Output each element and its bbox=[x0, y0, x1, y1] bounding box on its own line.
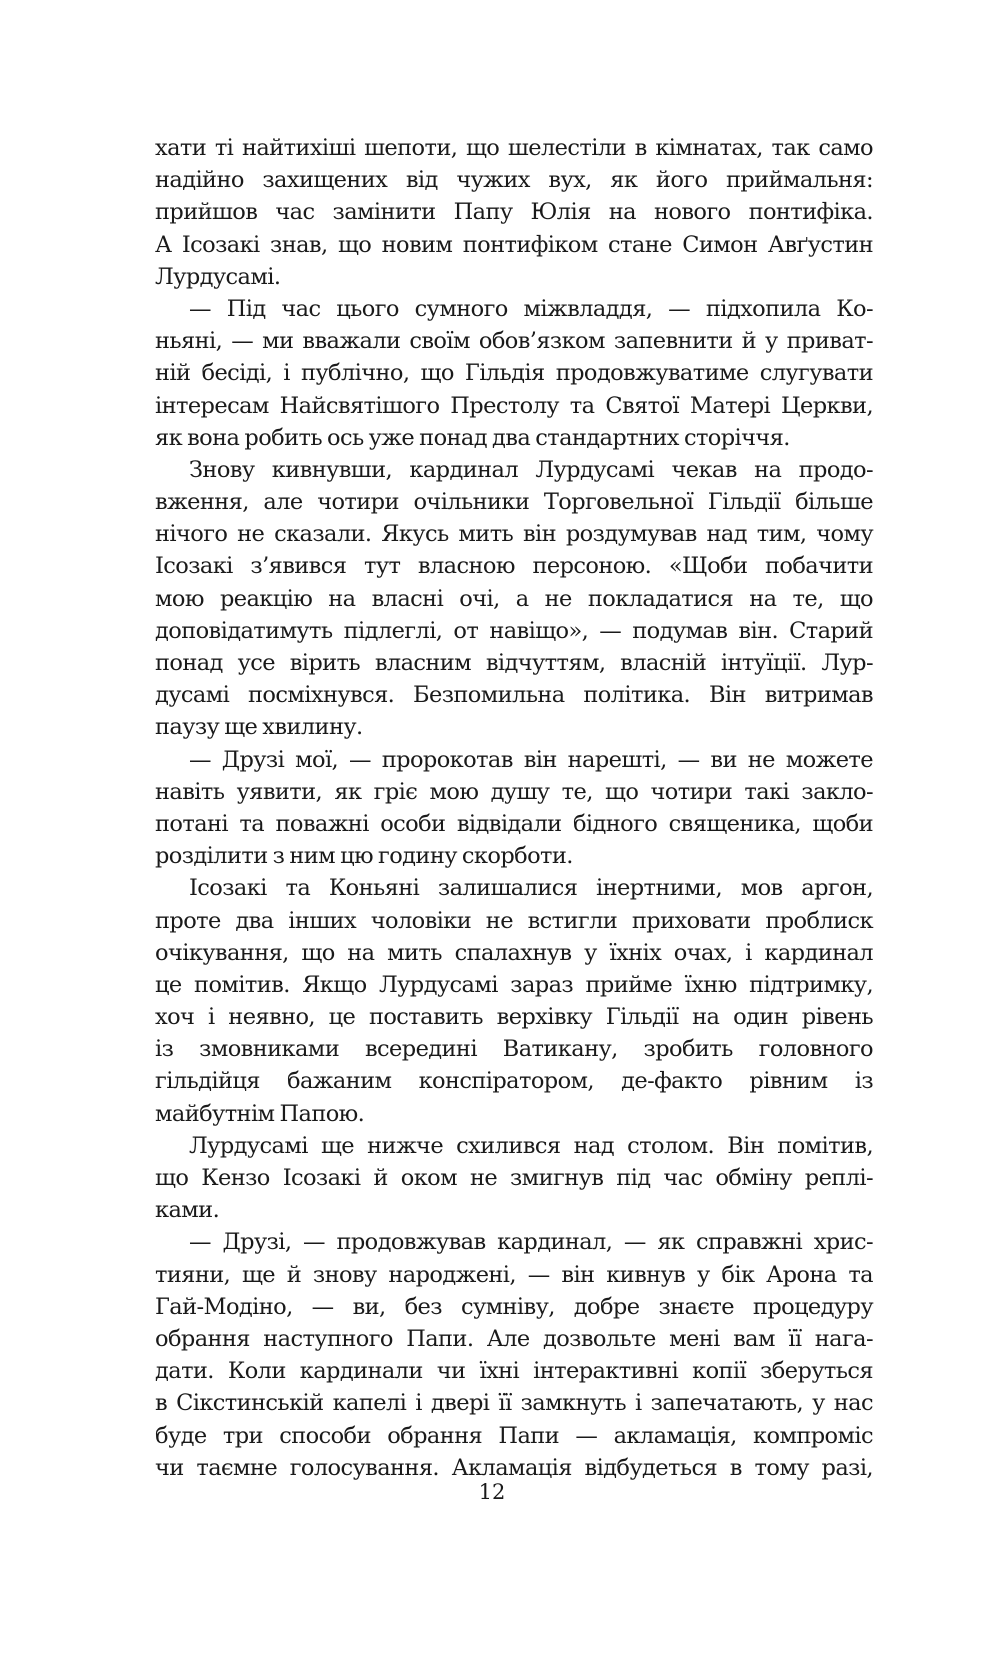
text-line: обрання наступного Папи. Але дозвольте мені вам її нага- bbox=[155, 1325, 873, 1352]
text-line: Ісозакі та Коньяні залишалися інертними, мов аргон, bbox=[189, 875, 873, 902]
text-line: дати. Коли кардинали чи їхні інтерактивні копії зберуться bbox=[155, 1358, 873, 1385]
text-line: що Кензо Ісозакі й оком не змигнув під час обміну реплі- bbox=[155, 1165, 873, 1191]
text-line: із змовниками всередині Ватикану, зробить головного bbox=[155, 1036, 873, 1063]
text-line: мою реакцію на власні очі, а не покладатися на те, що bbox=[155, 585, 873, 612]
text-line: дусамі посміхнувся. Безпомильна політика. Він витримав bbox=[155, 682, 873, 709]
text-line: хоч і неявно, це поставить верхівку Гільдії на один рівень bbox=[155, 1004, 873, 1031]
text-line: Знову кивнувши, кардинал Лурдусамі чекав на продо- bbox=[189, 456, 873, 483]
text-line: хати ті найтихіші шепоти, що шелестіли в кімнатах, так само bbox=[155, 135, 873, 161]
text-line: вження, але чотири очільники Торговельної Гільдії більше bbox=[155, 489, 873, 516]
text-line: в Сікстинській капелі і двері її замкнуть і запечатають, у нас bbox=[155, 1390, 873, 1417]
text-line: тияни, ще й знову народжені, — він кивнув у бік Арона та bbox=[155, 1261, 873, 1288]
text-line: нічого не сказали. Якусь мить він роздумував над тим, чому bbox=[155, 521, 873, 548]
text-line: — Під час цього сумного міжвладдя, — підхопила Ко- bbox=[189, 295, 873, 322]
text-line: паузу ще хвилину. bbox=[155, 714, 363, 741]
text-line: майбутнім Папою. bbox=[155, 1100, 365, 1127]
text-line: це помітив. Якщо Лурдусамі зараз прийме їхню підтримку, bbox=[155, 971, 873, 998]
text-line: потані та поважні особи відвідали бідного священика, щоби bbox=[155, 810, 873, 837]
text-line: А Ісозакі знав, що новим понтифіком стане Симон Авґустин bbox=[155, 231, 873, 258]
text-line: Гай-Модіно, — ви, без сумніву, добре знаєте процедуру bbox=[155, 1293, 873, 1320]
text-line: буде три способи обрання Папи — акламація, компроміс bbox=[155, 1422, 873, 1449]
text-line: Лурдусамі. bbox=[155, 263, 281, 290]
text-line: розділити з ним цю годину скорботи. bbox=[155, 843, 573, 870]
text-line: як вона робить ось уже понад два стандартних сторіччя. bbox=[155, 424, 790, 451]
text-line: доповідатимуть підлеглі, от навіщо», — подумав він. Старий bbox=[155, 617, 873, 644]
text-line: гільдійця бажаним конспіратором, де-факто рівним із bbox=[155, 1068, 873, 1095]
text-line: навіть уявити, як гріє мою душу те, що чотири такі закло- bbox=[155, 778, 873, 805]
text-line: понад усе вірить власним відчуттям, власній інтуїції. Лур- bbox=[155, 650, 873, 676]
text-line: очікування, що на мить спалахнув у їхніх очах, і кардинал bbox=[155, 939, 873, 966]
text-line: інтересам Найсвятішого Престолу та Святої Матері Церкви, bbox=[155, 392, 873, 419]
text-line: Ісозакі з’явився тут власною персоною. «Щоби побачити bbox=[155, 553, 873, 580]
text-line: ками. bbox=[155, 1197, 220, 1224]
text-line: ній бесіді, і публічно, що Гільдія продовжуватиме слугувати bbox=[155, 360, 873, 387]
body-text bbox=[155, 132, 873, 1484]
page-number: 12 bbox=[478, 1480, 506, 1504]
text-line: ньяні, — ми вважали своїм обов’язком запевнити й у приват- bbox=[155, 328, 873, 355]
text-line: — Друзі мої, — пророкотав він нарешті, — ви не можете bbox=[189, 746, 873, 773]
text-line: Лурдусамі ще нижче схилився над столом. Він помітив, bbox=[189, 1132, 873, 1159]
text-line: надійно захищених від чужих вух, як його приймальня: bbox=[155, 167, 873, 194]
text-line: чи таємне голосування. Акламація відбудеться в тому разі, bbox=[155, 1454, 873, 1481]
text-line: проте два інших чоловіки не встигли приховати проблиск bbox=[155, 907, 873, 934]
text-line: — Друзі, — продовжував кардинал, — як справжні хрис- bbox=[189, 1229, 873, 1256]
text-line: прийшов час замінити Папу Юлія на нового понтифіка. bbox=[155, 199, 873, 226]
